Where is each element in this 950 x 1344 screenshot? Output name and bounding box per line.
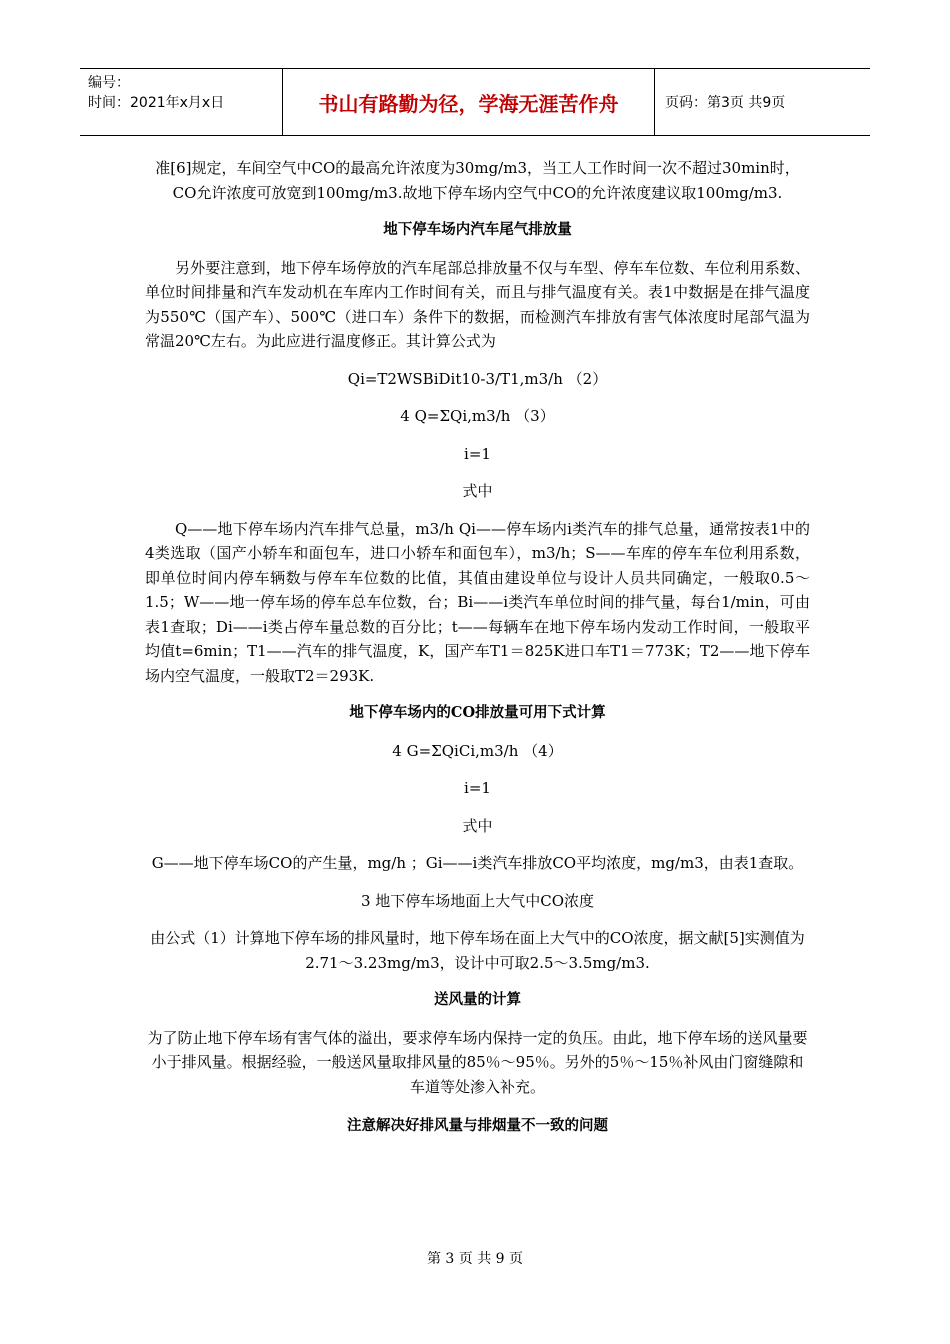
section-heading-ambient-co: 3 地下停车场地面上大气中CO浓度 [360, 891, 595, 910]
paragraph-supply-air: 为了防止地下停车场有害气体的溢出，要求停车场内保持一定的负压。由此，地下停车场的送风量要小于排风量。根据经验，一般送风量取排风量的85％～95％。另外的5％～15％补风由门窗缝隙和车道等处渗入补充。 [147, 1028, 808, 1096]
header-motto: 书山有路勤为径，学海无涯苦作舟 [283, 69, 655, 135]
section-heading-smoke-exhaust: 注意解决好排风量与排烟量不一致的问题 [347, 1117, 608, 1134]
formula-4: 4 G=ΣQiCi,m3/h （4） [392, 741, 563, 760]
paragraph-temperature-correction: 另外要注意到，地下停车场停放的汽车尾部总排放量不仅与车型、停车车位数、车位利用系数、单位时间排量和汽车发动机在车库内工作时间有关，而且与排气温度有关。表1中数据是在排气温度为550℃（国产车）、500℃（进口车）条件下的数据，而检测汽车排放有害气体浓度时尾部气温为常温20℃左右。为此应进行温度修正。其计算公式为 [145, 258, 810, 350]
formula-2: Qi=T2WSBiDit10-3/T1,m3/h （2） [347, 369, 608, 388]
formula-3: 4 Q=ΣQi,m3/h （3） [400, 407, 555, 425]
page-footer: 第 3 页 共 9 页 [426, 1251, 524, 1267]
section-heading-exhaust-emission: 地下停车场内汽车尾气排放量 [383, 221, 572, 238]
paragraph-co-limit: 准[6]规定，车间空气中CO的最高允许浓度为30mg/m3，当工人工作时间一次不超过30min时，CO允许浓度可放宽到100mg/m3.故地下停车场内空气中CO的允许浓度建议取100mg/m3. [155, 159, 800, 202]
paragraph-variable-definitions: Q——地下停车场内汽车排气总量，m3/h Qi——停车场内i类汽车的排气总量，通常按表1中的4类选取（国产小轿车和面包车，进口小轿车和面包车），m3/h；S——车库的停车车位利用系数，即单位时间内停车辆数与停车车位数的比值，其值由建设单位与设计人员共同确定，一般取0.5～1.5；W——地一停车场的停车总车位数，台；Bi——i类汽车单位时间的排气量，每台1/min，可由表1查取；Di——i类占停车量总数的百分比；t——每辆车在地下停车场内发动工作时间，一般取平均值t=6min；T1——汽车的排气温度，K，国产车T1＝825K进口车T1＝773K；T2——地下停车场内空气温度，一般取T2＝293K. [145, 519, 810, 685]
section-heading-supply-air: 送风量的计算 [434, 991, 521, 1008]
document-body [145, 156, 810, 1139]
document-number-label: 编号： [88, 75, 130, 91]
document-date-label: 时间：2021年x月x日 [88, 95, 225, 111]
paragraph-ambient-co: 由公式（1）计算地下停车场的排风量时，地下停车场在面上大气中的CO浓度，据文献[5]实测值为2.71～3.23mg/m3，设计中可取2.5～3.5mg/m3. [150, 929, 805, 972]
formula-4-index: i=1 [464, 779, 491, 797]
header-page-number: 页码：第3页 共9页 [665, 95, 786, 111]
where-label: 式中 [462, 482, 493, 500]
paragraph-co-variables: G——地下停车场CO的产生量，mg/h ；Gi——i类汽车排放CO平均浓度，mg/m3，由表1查取。 [151, 854, 804, 872]
formula-3-index: i=1 [464, 444, 491, 463]
where-label-2: 式中 [462, 816, 493, 835]
header-meta [80, 69, 283, 135]
section-heading-co-emission: 地下停车场内的CO排放量可用下式计算 [349, 704, 606, 721]
page-header [80, 68, 870, 136]
